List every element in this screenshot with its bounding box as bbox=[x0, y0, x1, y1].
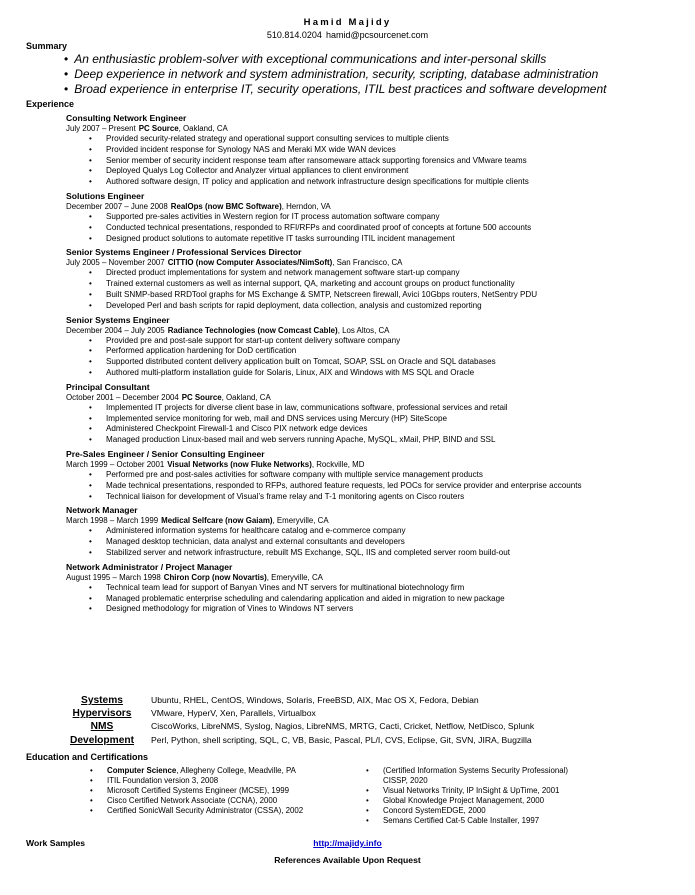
bullet-icon: • bbox=[366, 816, 369, 825]
job-bullet-text: Built SNMP-based RRDTool graphs for MS Exchange & SMTP, Netscreen firewall, Avici 10Gbps routers, NetSentry PDU bbox=[106, 289, 538, 299]
job-bullet bbox=[0, 346, 695, 357]
job-bullet-text: Provided incident response for Synology NAS and Meraki MX wide WAN devices bbox=[106, 144, 396, 154]
job-bullet-text: Trained external customers as well as internal support, QA, marketing and account groups on product functionality bbox=[106, 279, 515, 289]
education-item bbox=[90, 806, 304, 816]
job-bullet-text: Designed methodology for migration of Vines to Windows NT servers bbox=[106, 604, 354, 614]
bullet-icon: • bbox=[89, 526, 92, 536]
summary-item: • Deep experience in network and system administration, security, scripting, database administration bbox=[64, 67, 684, 82]
job-meta bbox=[66, 460, 695, 470]
job-bullet bbox=[0, 301, 695, 312]
skill-items: Ubuntu, RHEL, CentOS, Windows, Solaris, FreeBSD, AIX, Mac OS X, Fedora, Debian bbox=[151, 695, 479, 705]
bullet-icon: • bbox=[89, 435, 92, 445]
job-title: Senior Systems Engineer bbox=[66, 314, 170, 325]
bullet-icon: • bbox=[89, 335, 92, 345]
summary-list bbox=[64, 52, 684, 97]
job-bullet-text: Managed problematic enterprise scheduling and calendaring application and aided in migration to new package bbox=[106, 593, 505, 603]
resume-name: Hamid Majidy bbox=[303, 17, 392, 28]
skill-row bbox=[0, 694, 695, 707]
job-title: Network Manager bbox=[66, 505, 138, 516]
job-bullet bbox=[0, 156, 695, 167]
education-item bbox=[90, 766, 303, 776]
job-bullets bbox=[0, 583, 695, 615]
job-bullet-text: Made technical presentations, responded to RFPs, authored feature requests, led POCs for service provider and enterprise accounts bbox=[106, 480, 582, 490]
certification-item bbox=[366, 796, 568, 806]
bullet-icon: • bbox=[90, 796, 93, 805]
job-entry bbox=[0, 505, 695, 558]
job-company: Chiron Corp (now Novartis) bbox=[163, 572, 267, 582]
job-entry bbox=[0, 191, 695, 244]
job-bullet-text: Directed product implementations for system and network management software start-up company bbox=[106, 268, 460, 278]
education-item bbox=[90, 796, 303, 806]
job-bullet bbox=[0, 414, 695, 425]
summary-item: • An enthusiastic problem-solver with exceptional communications and inter-personal skills bbox=[64, 52, 684, 67]
certification-text: Semans Certified Cat-5 Cable Installer, 1997 bbox=[383, 816, 540, 825]
job-entry bbox=[0, 247, 695, 311]
job-bullet-text: Managed desktop technician, data analyst and external consultants and developers bbox=[106, 537, 405, 547]
job-title: Senior Systems Engineer / Professional Services Director bbox=[66, 247, 302, 258]
bullet-icon: • bbox=[89, 346, 92, 356]
job-bullet bbox=[0, 470, 695, 481]
job-dates: December 2004 – July 2005 bbox=[66, 325, 165, 335]
job-location: , Rockville, MD bbox=[311, 459, 365, 469]
job-bullet bbox=[0, 481, 695, 492]
certification-item bbox=[366, 806, 568, 816]
job-company: PC Source bbox=[138, 124, 179, 133]
job-meta bbox=[66, 573, 695, 583]
bullet-icon: • bbox=[89, 134, 92, 143]
bullet-icon: • bbox=[89, 177, 92, 187]
bullet-icon: • bbox=[89, 547, 92, 557]
job-meta bbox=[66, 124, 695, 134]
experience-list bbox=[0, 113, 695, 618]
job-dates: March 1999 – October 2001 bbox=[66, 459, 165, 469]
job-bullet bbox=[0, 403, 695, 414]
bullet-icon: • bbox=[366, 786, 369, 795]
job-bullet-text: Stabilized server and network infrastructure, rebuilt MS Exchange, SQL, IIS and completed server room build-out bbox=[106, 547, 510, 557]
education-text: , Allegheny College, Meadville, PA bbox=[176, 766, 296, 775]
education-text: Certified SonicWall Security Administrator (CSSA), 2002 bbox=[107, 806, 304, 815]
job-meta bbox=[66, 202, 695, 212]
job-location: , Los Altos, CA bbox=[337, 325, 390, 335]
job-bullet bbox=[0, 357, 695, 368]
certification-item bbox=[383, 776, 568, 786]
certification-item bbox=[366, 786, 568, 796]
job-bullets bbox=[0, 403, 695, 446]
bullet-icon: • bbox=[90, 766, 93, 775]
job-company: RealOps (now BMC Software) bbox=[170, 201, 282, 211]
bullet-icon: • bbox=[89, 279, 92, 289]
education-text: ITIL Foundation version 3, 2008 bbox=[107, 776, 219, 785]
job-dates: March 1998 – March 1999 bbox=[66, 516, 159, 526]
bullet-icon: • bbox=[89, 233, 92, 243]
job-bullets bbox=[0, 526, 695, 558]
job-bullets bbox=[0, 470, 695, 502]
certification-text: Visual Networks Trinity, IP InSight & UpTime, 2001 bbox=[383, 786, 560, 795]
job-bullet-text: Provided security-related strategy and operational support consulting services to multiple clients bbox=[106, 134, 449, 143]
bullet-icon: • bbox=[89, 211, 92, 221]
job-bullet bbox=[0, 604, 695, 615]
bullet-icon: • bbox=[89, 357, 92, 367]
job-bullet-text: Managed production Linux-based mail and web servers running Apache, MySQL, xMail, PHP, BIND and SSL bbox=[106, 435, 496, 445]
job-company: Radiance Technologies (now Comcast Cable) bbox=[167, 325, 338, 335]
job-title: Pre-Sales Engineer / Senior Consulting Engineer bbox=[66, 448, 265, 459]
job-bullet-text: Performed application hardening for DoD certification bbox=[106, 346, 297, 356]
job-dates: July 2005 – November 2007 bbox=[66, 258, 165, 268]
certification-item bbox=[366, 766, 569, 776]
job-bullet bbox=[0, 268, 695, 279]
skill-category: NMS bbox=[90, 721, 114, 733]
bullet-icon: • bbox=[366, 766, 369, 775]
education-item bbox=[90, 776, 303, 786]
job-bullet-text: Designed product solutions to automate repetitive IT tasks surrounding ITIL incident management bbox=[106, 233, 455, 243]
job-bullet bbox=[0, 548, 695, 559]
references-note: References Available Upon Request bbox=[274, 855, 421, 865]
bullet-icon: • bbox=[89, 144, 92, 154]
job-bullets bbox=[0, 268, 695, 311]
bullet-icon: • bbox=[89, 491, 92, 501]
skill-category: Hypervisors bbox=[72, 708, 132, 720]
skill-items: Perl, Python, shell scripting, SQL, C, VB, Basic, Pascal, PL/I, CVS, Eclipse, Git, SVN, JIRA, Bugzilla bbox=[151, 734, 532, 745]
job-entry bbox=[0, 382, 695, 446]
certification-text: CISSP, 2020 bbox=[383, 776, 428, 785]
job-meta bbox=[66, 516, 695, 526]
job-bullet-text: Developed Perl and bash scripts for rapid deployment, data collection, analysis and customized reporting bbox=[106, 300, 482, 310]
job-meta bbox=[66, 393, 695, 403]
job-dates: August 1995 – March 1998 bbox=[66, 572, 161, 582]
skills-table bbox=[0, 694, 695, 747]
skill-row bbox=[0, 720, 695, 733]
job-bullet-text: Provided pre and post-sale support for start-up content delivery software company bbox=[106, 335, 401, 345]
job-bullet-text: Performed pre and post-sales activities for software company with multiple service management products bbox=[106, 469, 483, 479]
job-bullet bbox=[0, 492, 695, 503]
job-bullet bbox=[0, 435, 695, 446]
work-samples-heading: Work Samples bbox=[26, 838, 86, 848]
job-bullet-text: Implemented IT projects for diverse client base in law, communications software, professional services and retail bbox=[106, 402, 508, 412]
job-entry bbox=[0, 315, 695, 379]
experience-heading: Experience bbox=[26, 99, 75, 109]
bullet-icon: • bbox=[90, 776, 93, 785]
bullet-icon: • bbox=[89, 469, 92, 479]
bullet-icon: • bbox=[89, 593, 92, 603]
bullet-icon: • bbox=[89, 582, 92, 592]
job-location: , Oakland, CA bbox=[221, 392, 271, 402]
job-company: CITTIO (now Computer Associates/NimSoft) bbox=[167, 258, 333, 268]
job-location: , San Francisco, CA bbox=[332, 258, 403, 268]
job-bullet bbox=[0, 336, 695, 347]
bullet-icon: • bbox=[89, 537, 92, 547]
job-bullet-text: Authored software design, IT policy and application and network infrastructure design specifications for multiple clients bbox=[106, 177, 529, 187]
job-bullets bbox=[0, 212, 695, 244]
job-company: PC Source bbox=[181, 392, 222, 402]
certification-text: Global Knowledge Project Management, 2000 bbox=[383, 796, 544, 805]
job-bullet bbox=[0, 212, 695, 223]
bullet-icon: • bbox=[89, 413, 92, 423]
job-bullets bbox=[0, 336, 695, 379]
job-bullet bbox=[0, 223, 695, 234]
bullet-icon: • bbox=[366, 806, 369, 815]
job-bullet-text: Supported distributed content delivery application built on Tomcat, SOAP, SSL on Oracle and SQL databases bbox=[106, 357, 496, 367]
skill-items: CiscoWorks, LibreNMS, Syslog, Nagios, LibreNMS, MRTG, Cacti, Cricket, Netflow, NetDisco, Splunk bbox=[151, 721, 535, 732]
job-title: Consulting Network Engineer bbox=[66, 113, 187, 123]
job-bullet bbox=[0, 234, 695, 245]
job-bullet-text: Senior member of security incident response team after ransomeware attack supporting forensics and VMware teams bbox=[106, 155, 527, 165]
education-right-column bbox=[366, 766, 569, 826]
job-location: , Herndon, VA bbox=[281, 201, 331, 211]
job-bullet bbox=[0, 537, 695, 548]
job-bullet bbox=[0, 290, 695, 301]
job-bullet bbox=[0, 166, 695, 177]
bullet-icon: • bbox=[89, 402, 92, 412]
degree-name: Computer Science bbox=[107, 766, 177, 775]
skill-row bbox=[0, 707, 695, 720]
job-dates: July 2007 – Present bbox=[66, 124, 136, 133]
job-dates: December 2007 – June 2008 bbox=[66, 201, 168, 211]
education-heading: Education and Certifications bbox=[26, 752, 149, 762]
job-entry bbox=[0, 113, 695, 188]
job-bullet-text: Administered Checkpoint Firewall-1 and Cisco PIX network edge devices bbox=[106, 424, 368, 434]
job-company: Visual Networks (now Fluke Networks) bbox=[167, 459, 312, 469]
job-bullet bbox=[0, 134, 695, 145]
bullet-icon: • bbox=[90, 786, 93, 795]
bullet-icon: • bbox=[89, 424, 92, 434]
job-location: , Oakland, CA bbox=[178, 124, 228, 133]
job-bullet bbox=[0, 368, 695, 379]
bullet-icon: • bbox=[89, 268, 92, 278]
bullet-icon: • bbox=[89, 367, 92, 377]
summary-item: • Broad experience in enterprise IT, security operations, ITIL best practices and software development bbox=[64, 82, 684, 97]
bullet-icon: • bbox=[89, 166, 92, 176]
job-dates: October 2001 – December 2004 bbox=[66, 392, 179, 402]
bullet-icon: • bbox=[90, 806, 93, 815]
education-text: Cisco Certified Network Associate (CCNA), 2000 bbox=[107, 796, 278, 805]
job-location: , Emeryville, CA bbox=[266, 572, 323, 582]
job-entry bbox=[0, 449, 695, 502]
bullet-icon: • bbox=[89, 480, 92, 490]
skill-category: Systems bbox=[81, 695, 123, 706]
job-bullet-text: Administered information systems for healthcare catalog and e-commerce company bbox=[106, 526, 406, 536]
skill-row bbox=[0, 734, 695, 747]
job-location: , Emeryville, CA bbox=[272, 516, 329, 526]
job-bullet-text: Authored multi-platform installation guide for Solaris, Linux, AIX and Windows with MS SQL and Oracle bbox=[106, 367, 475, 377]
bullet-icon: • bbox=[89, 155, 92, 165]
job-bullet bbox=[0, 526, 695, 537]
job-bullet bbox=[0, 583, 695, 594]
job-bullet-text: Implemented service monitoring for web, mail and DNS services using Mercury (HP) SiteScope bbox=[106, 413, 447, 423]
job-entry bbox=[0, 562, 695, 615]
bullet-icon: • bbox=[89, 300, 92, 310]
job-bullet-text: Deployed Qualys Log Collector and Analyzer virtual appliances to client environment bbox=[106, 166, 409, 176]
education-item bbox=[90, 786, 303, 796]
education-text: Microsoft Certified Systems Engineer (MCSE), 1999 bbox=[107, 786, 289, 795]
bullet-icon: • bbox=[89, 604, 92, 614]
bullet-icon: • bbox=[89, 222, 92, 232]
job-bullet-text: Technical liaison for development of Visual’s frame relay and T-1 monitoring agents on Cisco routers bbox=[106, 491, 465, 501]
skill-items: VMware, HyperV, Xen, Parallels, Virtualbox bbox=[151, 708, 316, 719]
job-bullet bbox=[0, 177, 695, 188]
contact-line bbox=[0, 30, 695, 40]
job-bullet-text: Supported pre-sales activities in Western region for IT process automation software company bbox=[106, 211, 440, 221]
job-bullet bbox=[0, 145, 695, 156]
certification-text: (Certified Information Systems Security Professional) bbox=[383, 766, 569, 775]
job-bullet-text: Conducted technical presentations, responded to RFI/RFPs and coordinated proof of concepts at fortune 500 accounts bbox=[106, 222, 532, 232]
summary-heading: Summary bbox=[26, 41, 68, 51]
skill-category: Development bbox=[70, 734, 134, 746]
certification-item bbox=[366, 816, 568, 826]
job-bullet-text: Technical team lead for support of Banyan Vines and NT servers for multinational biotechnology firm bbox=[106, 582, 465, 592]
work-samples-link[interactable]: http://majidy.info bbox=[313, 838, 382, 848]
job-meta bbox=[66, 258, 695, 268]
certification-text: Concord SystemEDGE, 2000 bbox=[383, 806, 486, 815]
job-bullet bbox=[0, 594, 695, 605]
job-bullet bbox=[0, 279, 695, 290]
job-title: Principal Consultant bbox=[66, 381, 150, 392]
job-bullet bbox=[0, 424, 695, 435]
phone-number: 510.814.0204 bbox=[266, 30, 322, 40]
job-title: Solutions Engineer bbox=[66, 190, 145, 201]
job-title: Network Administrator / Project Manager bbox=[66, 561, 233, 572]
job-company: Medical Selfcare (now Gaiam) bbox=[161, 516, 273, 526]
education-left-column bbox=[90, 766, 304, 816]
job-meta bbox=[66, 326, 695, 336]
bullet-icon: • bbox=[366, 796, 369, 805]
job-bullets bbox=[0, 134, 695, 188]
bullet-icon: • bbox=[89, 289, 92, 299]
email-address: hamid@pcsourcenet.com bbox=[325, 30, 429, 40]
